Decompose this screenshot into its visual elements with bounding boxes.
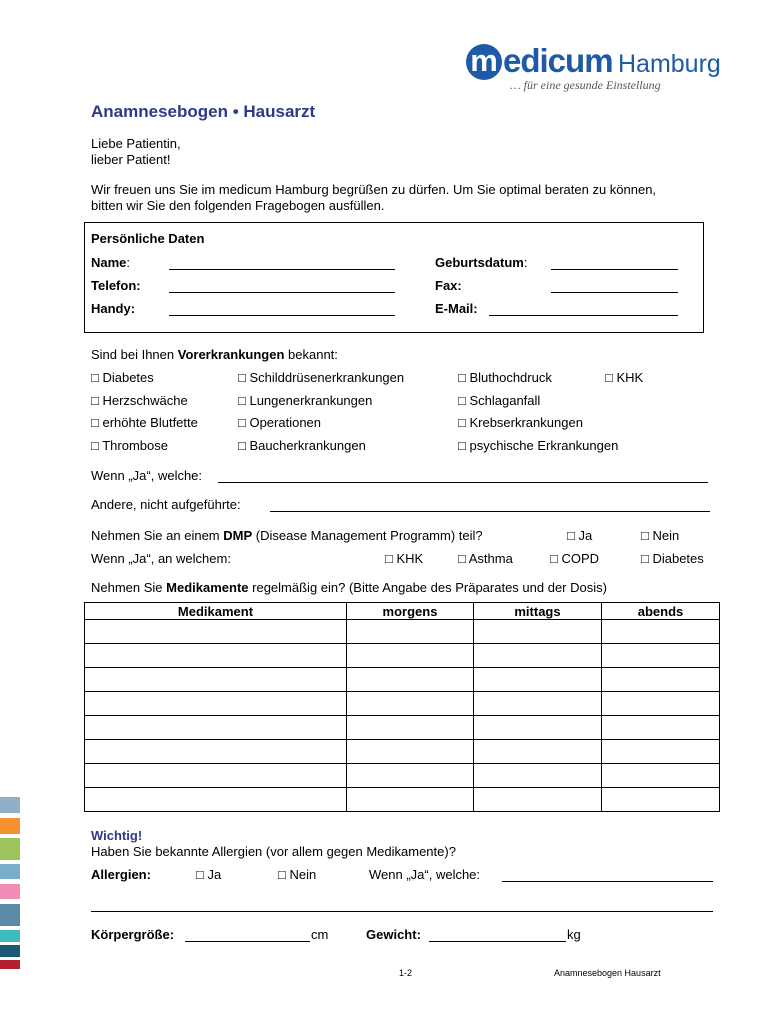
- cell-evening[interactable]: [602, 620, 720, 644]
- table-row: [85, 740, 720, 764]
- dmp-diabetes-checkbox[interactable]: □ Diabetes: [641, 551, 704, 566]
- cell-evening[interactable]: [602, 716, 720, 740]
- fax-label: Fax:: [435, 278, 462, 293]
- weight-field[interactable]: [429, 941, 566, 942]
- medication-question: Nehmen Sie Medikamente regelmäßig ein? (Bitte Angabe des Präparates und der Dosis): [91, 580, 607, 595]
- name-field[interactable]: [169, 269, 395, 270]
- email-field[interactable]: [489, 315, 678, 316]
- footer-document-name: Anamnesebogen Hausarzt: [554, 968, 661, 978]
- cell-morning[interactable]: [347, 788, 474, 812]
- cell-medication[interactable]: [85, 692, 347, 716]
- allergy-yes-checkbox[interactable]: □ Ja: [196, 867, 222, 882]
- color-swatch: [0, 960, 20, 969]
- which-field[interactable]: [218, 482, 708, 483]
- dmp-which-label: Wenn „Ja“, an welchem:: [91, 551, 231, 566]
- table-row: [85, 788, 720, 812]
- table-row: [85, 692, 720, 716]
- cell-evening[interactable]: [602, 668, 720, 692]
- phone-field[interactable]: [169, 292, 395, 293]
- color-swatch: [0, 838, 20, 860]
- table-row: [85, 764, 720, 788]
- table-row: [85, 620, 720, 644]
- checkbox-blood-lipids[interactable]: □ erhöhte Blutfette: [91, 415, 198, 430]
- logo-mark: m: [466, 44, 502, 80]
- which-label: Wenn „Ja“, welche:: [91, 468, 203, 483]
- page-title: Anamnesebogen • Hausarzt: [91, 102, 316, 121]
- cell-morning[interactable]: [347, 620, 474, 644]
- medication-table-body: [85, 620, 720, 812]
- checkbox-hypertension[interactable]: □ Bluthochdruck: [458, 370, 552, 385]
- dmp-asthma-checkbox[interactable]: □ Asthma: [458, 551, 513, 566]
- personal-heading: Persönliche Daten: [91, 231, 205, 246]
- cell-medication[interactable]: [85, 716, 347, 740]
- dmp-copd-checkbox[interactable]: □ COPD: [550, 551, 600, 566]
- logo-wordmark: edicum: [503, 42, 613, 79]
- medication-table: [84, 602, 720, 812]
- cell-noon[interactable]: [474, 668, 602, 692]
- cell-medication[interactable]: [85, 764, 347, 788]
- cell-noon[interactable]: [474, 620, 602, 644]
- table-header-row: [85, 603, 720, 620]
- checkbox-heart-failure[interactable]: □ Herzschwäche: [91, 393, 188, 408]
- intro-line-1: Wir freuen uns Sie im medicum Hamburg begrüßen zu dürfen. Um Sie optimal beraten zu können,: [91, 182, 657, 197]
- checkbox-khk[interactable]: □ KHK: [605, 370, 644, 385]
- cell-evening[interactable]: [602, 764, 720, 788]
- color-swatch: [0, 904, 20, 926]
- cell-noon[interactable]: [474, 644, 602, 668]
- allergy-no-checkbox[interactable]: □ Nein: [278, 867, 317, 882]
- cell-noon[interactable]: [474, 740, 602, 764]
- logo-city: Hamburg: [618, 50, 721, 78]
- color-swatch: [0, 930, 20, 942]
- cell-morning[interactable]: [347, 716, 474, 740]
- checkbox-thyroid[interactable]: □ Schilddrüsenerkrankungen: [238, 370, 405, 385]
- column-header-morning: morgens: [347, 603, 474, 620]
- color-swatch: [0, 945, 20, 957]
- height-label: Körpergröße:: [91, 927, 175, 942]
- name-label: Name:: [91, 255, 131, 270]
- cell-morning[interactable]: [347, 692, 474, 716]
- checkbox-lung[interactable]: □ Lungenerkrankungen: [238, 393, 373, 408]
- column-header-noon: mittags: [474, 603, 602, 620]
- checkbox-abdominal[interactable]: □ Baucherkrankungen: [238, 438, 366, 453]
- allergy-which-field[interactable]: [502, 881, 713, 882]
- color-swatch: [0, 864, 20, 879]
- important-label: Wichtig!: [91, 828, 143, 843]
- cell-morning[interactable]: [347, 740, 474, 764]
- cell-medication[interactable]: [85, 668, 347, 692]
- birthdate-label: Geburtsdatum:: [435, 255, 528, 270]
- cell-morning[interactable]: [347, 668, 474, 692]
- table-row: [85, 668, 720, 692]
- cell-medication[interactable]: [85, 740, 347, 764]
- phone-label: Telefon:: [91, 278, 141, 293]
- cell-noon[interactable]: [474, 716, 602, 740]
- mobile-label: Handy:: [91, 301, 136, 316]
- logo-tagline: … für eine gesunde Einstellung: [510, 78, 661, 92]
- mobile-field[interactable]: [169, 315, 395, 316]
- birthdate-field[interactable]: [551, 269, 678, 270]
- dmp-question: Nehmen Sie an einem DMP (Disease Management Programm) teil?: [91, 528, 483, 543]
- cell-noon[interactable]: [474, 764, 602, 788]
- greeting-line-1: Liebe Patientin,: [91, 136, 181, 151]
- page-number: 1-2: [399, 968, 413, 978]
- height-field[interactable]: [185, 941, 310, 942]
- checkbox-diabetes[interactable]: □ Diabetes: [91, 370, 154, 385]
- checkbox-stroke[interactable]: □ Schlaganfall: [458, 393, 541, 408]
- allergy-label: Allergien:: [91, 867, 151, 882]
- pre-conditions-question: Sind bei Ihnen Vorerkrankungen bekannt:: [91, 347, 338, 362]
- dmp-yes-checkbox[interactable]: □ Ja: [567, 528, 593, 543]
- cell-medication[interactable]: [85, 620, 347, 644]
- cell-noon[interactable]: [474, 788, 602, 812]
- table-row: [85, 644, 720, 668]
- table-row: [85, 716, 720, 740]
- email-label: E-Mail:: [435, 301, 478, 316]
- checkbox-thrombosis[interactable]: □ Thrombose: [91, 438, 168, 453]
- cell-morning[interactable]: [347, 644, 474, 668]
- other-label: Andere, nicht aufgeführte:: [91, 497, 241, 512]
- cell-medication[interactable]: [85, 644, 347, 668]
- allergy-extra-field[interactable]: [91, 911, 713, 912]
- dmp-khk-checkbox[interactable]: □ KHK: [385, 551, 424, 566]
- other-field[interactable]: [270, 511, 710, 512]
- color-swatch: [0, 884, 20, 899]
- checkbox-psychological[interactable]: □ psychische Erkrankungen: [458, 438, 619, 453]
- weight-label: Gewicht:: [366, 927, 421, 942]
- dmp-no-checkbox[interactable]: □ Nein: [641, 528, 680, 543]
- fax-field[interactable]: [551, 292, 678, 293]
- cell-morning[interactable]: [347, 764, 474, 788]
- allergy-which-label: Wenn „Ja“, welche:: [369, 867, 481, 882]
- height-unit: cm: [311, 927, 329, 942]
- weight-unit: kg: [567, 927, 581, 942]
- column-header-medication: Medikament: [85, 603, 347, 620]
- cell-evening[interactable]: [602, 788, 720, 812]
- cell-evening[interactable]: [602, 692, 720, 716]
- greeting-line-2: lieber Patient!: [91, 152, 171, 167]
- color-swatch: [0, 797, 20, 813]
- column-header-evening: abends: [602, 603, 720, 620]
- cell-evening[interactable]: [602, 740, 720, 764]
- intro-line-2: bitten wir Sie den folgenden Fragebogen ausfüllen.: [91, 198, 385, 213]
- checkbox-cancer[interactable]: □ Krebserkrankungen: [458, 415, 583, 430]
- cell-medication[interactable]: [85, 788, 347, 812]
- allergy-question: Haben Sie bekannte Allergien (vor allem gegen Medikamente)?: [91, 844, 456, 859]
- cell-evening[interactable]: [602, 644, 720, 668]
- cell-noon[interactable]: [474, 692, 602, 716]
- color-swatch: [0, 818, 20, 834]
- checkbox-operations[interactable]: □ Operationen: [238, 415, 322, 430]
